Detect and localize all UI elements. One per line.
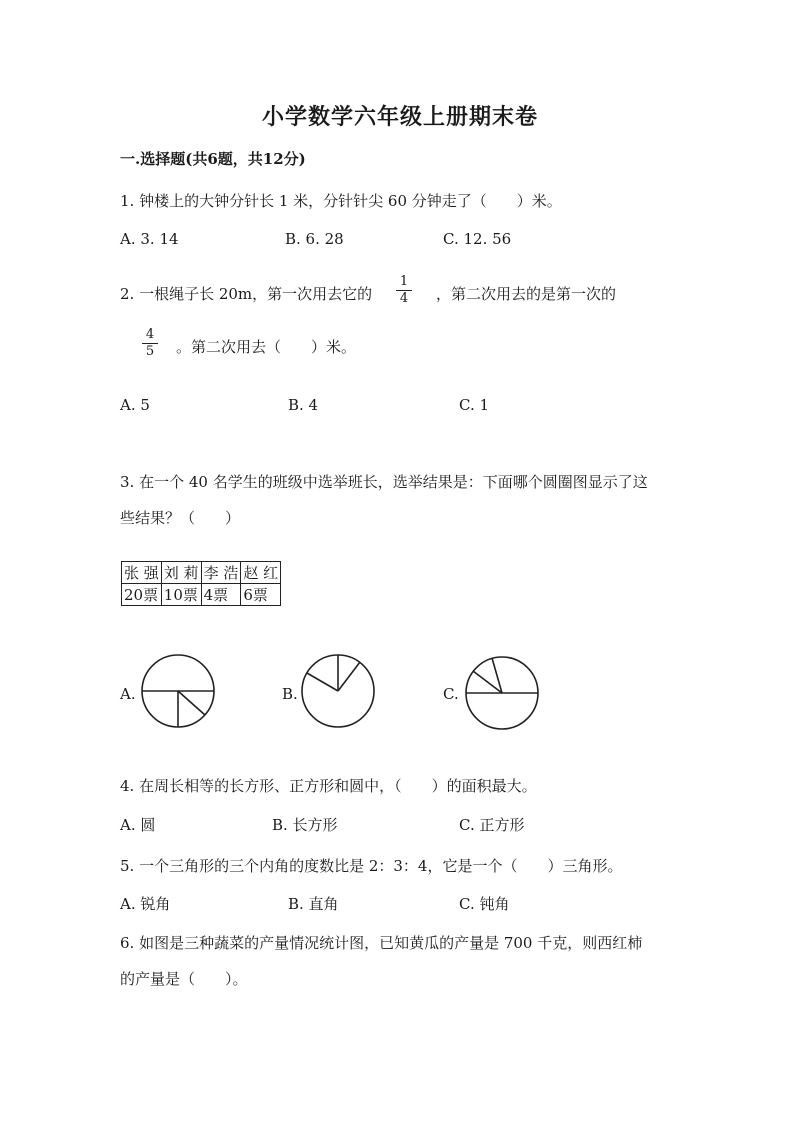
table-cell-name: 赵 红	[241, 562, 281, 584]
question-5-option-b[interactable]: B. 直角	[288, 895, 339, 913]
fraction-one-quarter	[394, 275, 414, 306]
pie-divider-line	[492, 658, 502, 693]
table-cell-votes: 10票	[161, 584, 201, 606]
question-6-stem-line2: 的产量是（ ）。	[120, 970, 248, 988]
table-cell-name: 张 强	[122, 562, 162, 584]
fraction-denominator: 4	[399, 291, 409, 306]
vote-results-table	[121, 561, 281, 606]
question-1-option-a[interactable]: A. 3. 14	[120, 230, 179, 248]
question-3-option-a[interactable]: A.	[120, 685, 136, 703]
question-2-option-a[interactable]: A. 5	[120, 396, 150, 414]
question-4-option-c[interactable]: C. 正方形	[459, 816, 525, 834]
table-cell-name: 李 浩	[201, 562, 241, 584]
question-3-stem-line1: 3. 在一个 40 名学生的班级中选举班长，选举结果是：下面哪个圆圈图显示了这	[120, 473, 648, 491]
question-2-stem-part2: ，第二次用去的是第一次的	[436, 285, 617, 303]
pie-diagram-b[interactable]	[300, 653, 376, 729]
question-3-option-b[interactable]: B.	[282, 685, 298, 703]
question-2-stem-part3: 。第二次用去（ ）米。	[176, 338, 357, 356]
question-4-option-a[interactable]: A. 圆	[120, 816, 156, 834]
question-4-stem: 4. 在周长相等的长方形、正方形和圆中，（ ）的面积最大。	[120, 777, 537, 795]
pie-divider-line	[178, 691, 205, 715]
fraction-numerator: 1	[399, 274, 409, 289]
question-1-option-c[interactable]: C. 12. 56	[443, 230, 512, 248]
question-2-option-c[interactable]: C. 1	[459, 396, 490, 414]
table-row-names	[122, 562, 281, 584]
question-1-option-b[interactable]: B. 6. 28	[285, 230, 344, 248]
question-5-stem: 5. 一个三角形的三个内角的度数比是 2：3：4，它是一个（ ）三角形。	[120, 857, 623, 875]
question-1-stem: 1. 钟楼上的大钟分针长 1 米，分针针尖 60 分钟走了（ ）米。	[120, 192, 562, 210]
section-heading: 一.选择题(共6题，共12分)	[120, 150, 306, 168]
fraction-four-fifths	[140, 328, 160, 359]
question-3-stem-line2: 些结果？（ ）	[120, 509, 241, 527]
pie-diagram-a[interactable]	[140, 653, 216, 729]
pie-diagram-c[interactable]	[464, 655, 540, 731]
pie-divider-line	[473, 671, 502, 693]
fraction-numerator: 4	[145, 327, 155, 342]
table-cell-votes: 20票	[122, 584, 162, 606]
table-cell-votes: 4票	[201, 584, 241, 606]
question-6-stem-line1: 6. 如图是三种蔬菜的产量情况统计图，已知黄瓜的产量是 700 千克，则西红柿	[120, 934, 643, 952]
pie-divider-line	[338, 662, 360, 691]
question-4-option-b[interactable]: B. 长方形	[272, 816, 338, 834]
question-2-option-b[interactable]: B. 4	[288, 396, 319, 414]
table-cell-name: 刘 莉	[161, 562, 201, 584]
pie-divider-line	[307, 673, 338, 691]
table-cell-votes: 6票	[241, 584, 281, 606]
question-5-option-c[interactable]: C. 钝角	[459, 895, 510, 913]
question-3-option-c[interactable]: C.	[443, 685, 459, 703]
page-title: 小学数学六年级上册期末卷	[261, 104, 538, 130]
question-2-stem-part1: 2. 一根绳子长 20m，第一次用去它的	[120, 285, 373, 303]
fraction-denominator: 5	[145, 344, 155, 359]
table-row-votes	[122, 584, 281, 606]
question-5-option-a[interactable]: A. 锐角	[120, 895, 171, 913]
